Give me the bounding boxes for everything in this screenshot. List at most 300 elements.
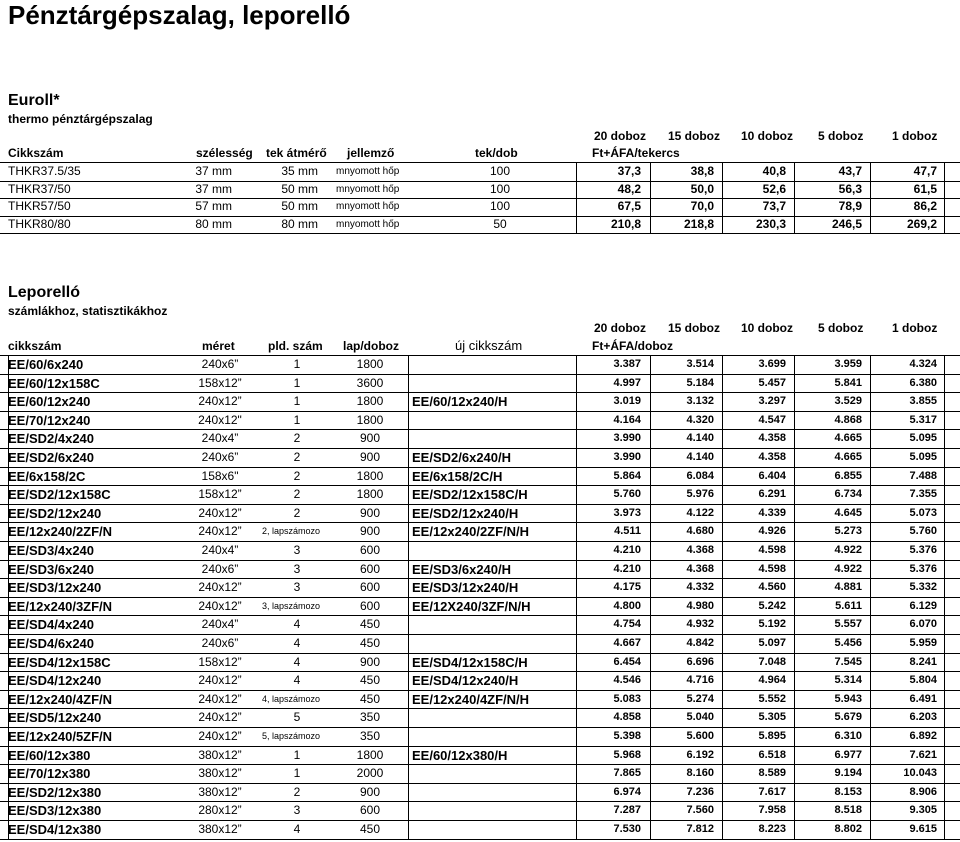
cell-price: 4.881 bbox=[834, 581, 862, 594]
cell-new-code: EE/SD4/12x158C/H bbox=[412, 654, 528, 670]
grid-line bbox=[870, 163, 871, 233]
cell-price: 5.314 bbox=[834, 674, 862, 687]
cell-sheets: 600 bbox=[359, 561, 381, 576]
cell-price: 4.665 bbox=[834, 451, 862, 463]
cell-price: 5.841 bbox=[834, 376, 862, 389]
cell-copies: 4 bbox=[293, 822, 301, 836]
cell-price: 4.339 bbox=[758, 506, 786, 519]
cell-per-box: 100 bbox=[489, 164, 511, 178]
cell-price: 52,6 bbox=[762, 181, 786, 196]
cell-size: 240x12” bbox=[198, 524, 242, 539]
cell-size: 240x12” bbox=[198, 394, 242, 409]
cell-per-box: 100 bbox=[489, 199, 511, 213]
cell-copies: 3 bbox=[293, 543, 301, 557]
cell-width: 80 mm bbox=[195, 216, 232, 231]
cell-price: 4.164 bbox=[613, 413, 641, 426]
grid-line bbox=[722, 163, 723, 233]
cell-price: 4.598 bbox=[758, 562, 786, 575]
cell-price: 7.865 bbox=[613, 767, 641, 780]
cell-price: 3.132 bbox=[686, 395, 714, 408]
table-row bbox=[0, 635, 960, 652]
table-row bbox=[0, 561, 960, 578]
cell-price: 5.959 bbox=[909, 637, 937, 649]
cell-size: 158x6" bbox=[201, 468, 239, 483]
cell-sheets: 1800 bbox=[356, 394, 384, 409]
cell-price: 3.855 bbox=[909, 395, 937, 408]
cell-price: 5.398 bbox=[613, 730, 641, 742]
cell-price: 50,0 bbox=[690, 181, 714, 196]
cell-price: 5.274 bbox=[686, 692, 714, 705]
cell-code: THKR37/50 bbox=[8, 181, 71, 196]
cell-code: EE/SD3/6x240 bbox=[8, 561, 95, 577]
cell-copies: 4, lapszámozo bbox=[262, 693, 321, 704]
cell-copies: 2, lapszámozo bbox=[262, 526, 321, 537]
cell-copies: 5 bbox=[293, 710, 301, 725]
table-row bbox=[0, 579, 960, 596]
cell-code: EE/6x158/2C bbox=[8, 468, 86, 484]
cell-price: 8.223 bbox=[758, 823, 786, 835]
cell-price: 6.404 bbox=[758, 469, 786, 482]
cell-sheets: 3600 bbox=[356, 375, 384, 390]
cell-code: EE/12x240/2ZF/N bbox=[8, 524, 113, 540]
cell-price: 5.376 bbox=[909, 544, 937, 556]
cell-price: 4.140 bbox=[686, 451, 714, 463]
column-header: új cikkszám bbox=[455, 338, 523, 353]
cell-price: 4.926 bbox=[758, 525, 786, 538]
table-row bbox=[0, 449, 960, 466]
table-row bbox=[0, 181, 960, 198]
cell-price: 4.358 bbox=[758, 432, 786, 445]
cell-price: 8.906 bbox=[909, 785, 937, 798]
cell-price: 6.892 bbox=[909, 730, 937, 742]
cell-size: 240x4” bbox=[201, 431, 239, 446]
table-row bbox=[0, 598, 960, 615]
cell-code: EE/SD4/12x380 bbox=[8, 822, 102, 837]
cell-code: EE/60/12x380 bbox=[8, 747, 91, 763]
cell-price: 269,2 bbox=[906, 216, 937, 231]
cell-price: 7.545 bbox=[834, 655, 862, 668]
cell-feature: mnyomott hőp bbox=[336, 218, 400, 230]
euroll-price-header: 5 doboz bbox=[818, 129, 864, 143]
cell-price: 7.560 bbox=[686, 804, 714, 817]
cell-price: 4.320 bbox=[686, 413, 714, 426]
cell-sheets: 1800 bbox=[356, 357, 384, 371]
leporello-price-header: 20 doboz bbox=[594, 321, 647, 335]
cell-code: EE/60/6x240 bbox=[8, 357, 84, 372]
cell-code: EE/60/12x240 bbox=[8, 394, 91, 410]
cell-price: 5.083 bbox=[613, 692, 641, 705]
table-row bbox=[0, 784, 960, 801]
cell-code: EE/SD3/12x240 bbox=[8, 580, 102, 596]
cell-price: 4.964 bbox=[758, 674, 786, 687]
cell-code: EE/SD4/6x240 bbox=[8, 636, 95, 651]
cell-price: 7.488 bbox=[909, 469, 937, 482]
cell-copies: 4 bbox=[293, 636, 301, 650]
cell-size: 240x12” bbox=[198, 673, 242, 688]
cell-size: 240x6” bbox=[201, 450, 239, 464]
cell-diameter: 50 mm bbox=[281, 181, 318, 196]
leporello-price-header: 15 doboz bbox=[668, 321, 721, 335]
cell-price: 3.019 bbox=[613, 395, 641, 408]
table-row bbox=[0, 672, 960, 689]
table-row bbox=[0, 747, 960, 764]
grid-line bbox=[794, 163, 795, 233]
cell-price: 210,8 bbox=[610, 216, 641, 231]
cell-new-code: EE/SD3/6x240/H bbox=[412, 561, 512, 577]
cell-price: 4.842 bbox=[686, 637, 714, 649]
cell-code: EE/SD2/12x380 bbox=[8, 784, 102, 800]
cell-price: 6.491 bbox=[909, 692, 937, 705]
cell-price: 10.043 bbox=[903, 767, 937, 780]
cell-price: 4.800 bbox=[613, 599, 641, 612]
cell-price: 6.291 bbox=[758, 488, 786, 501]
cell-price: 7.287 bbox=[613, 804, 641, 817]
cell-sheets: 450 bbox=[359, 691, 381, 706]
cell-price: 3.990 bbox=[613, 451, 641, 463]
cell-price: 4.667 bbox=[613, 637, 641, 649]
cell-sheets: 900 bbox=[359, 524, 381, 539]
cell-price: 7.958 bbox=[758, 804, 786, 817]
euroll-heading: Euroll* bbox=[8, 92, 60, 109]
grid-line bbox=[944, 356, 945, 840]
cell-price: 4.922 bbox=[834, 544, 862, 556]
cell-diameter: 35 mm bbox=[281, 164, 318, 178]
cell-price: 43,7 bbox=[838, 164, 862, 178]
cell-price: 73,7 bbox=[762, 199, 786, 213]
cell-code: EE/SD4/12x240 bbox=[8, 673, 102, 689]
table-row bbox=[0, 356, 960, 373]
cell-price: 4.645 bbox=[834, 506, 862, 519]
cell-price: 6.192 bbox=[686, 748, 714, 761]
cell-copies: 3 bbox=[293, 803, 301, 818]
cell-sheets: 600 bbox=[359, 543, 381, 557]
cell-price: 6.974 bbox=[613, 785, 641, 798]
cell-price: 6.696 bbox=[686, 655, 714, 668]
cell-copies: 3, lapszámozo bbox=[262, 600, 321, 611]
grid-line bbox=[650, 356, 651, 840]
cell-sheets: 900 bbox=[359, 505, 381, 520]
grid-line bbox=[870, 356, 871, 840]
cell-price: 4.368 bbox=[686, 544, 714, 556]
cell-code: EE/70/12x240 bbox=[8, 412, 91, 428]
cell-new-code: EE/12x240/4ZF/N/H bbox=[412, 691, 530, 707]
cell-code: EE/12x240/4ZF/N bbox=[8, 691, 113, 707]
cell-copies: 3 bbox=[293, 561, 301, 576]
cell-price: 67,5 bbox=[617, 199, 641, 213]
cell-price: 4.980 bbox=[686, 599, 714, 612]
cell-size: 240x12” bbox=[198, 580, 242, 595]
cell-size: 240x12” bbox=[198, 710, 242, 725]
grid-line bbox=[8, 356, 9, 840]
cell-copies: 1 bbox=[293, 412, 301, 427]
cell-per-box: 50 bbox=[493, 216, 507, 231]
cell-code: EE/SD2/12x158C bbox=[8, 487, 111, 503]
cell-price: 6.454 bbox=[613, 655, 641, 668]
cell-price: 3.959 bbox=[834, 358, 862, 370]
cell-copies: 2 bbox=[293, 450, 301, 464]
cell-price: 7.048 bbox=[758, 655, 786, 668]
cell-price: 5.376 bbox=[909, 562, 937, 575]
cell-copies: 1 bbox=[293, 357, 301, 371]
cell-price: 4.140 bbox=[686, 432, 714, 445]
cell-price: 61,5 bbox=[913, 181, 937, 196]
page-title: Pénztárgépszalag, leporelló bbox=[8, 0, 351, 30]
cell-price: 6.977 bbox=[834, 748, 862, 761]
cell-price: 4.716 bbox=[686, 674, 714, 687]
cell-copies: 2 bbox=[293, 505, 301, 520]
cell-sheets: 450 bbox=[359, 617, 381, 632]
cell-price: 3.297 bbox=[758, 395, 786, 408]
cell-sheets: 450 bbox=[359, 673, 381, 688]
cell-new-code: EE/SD4/12x240/H bbox=[412, 673, 519, 689]
cell-new-code: EE/6x158/2C/H bbox=[412, 468, 503, 484]
cell-price: 230,3 bbox=[755, 216, 786, 231]
cell-size: 240x12” bbox=[198, 505, 242, 520]
column-header: szélesség bbox=[196, 146, 253, 160]
table-row bbox=[0, 728, 960, 745]
cell-price: 4.368 bbox=[686, 562, 714, 575]
cell-price: 9.305 bbox=[909, 804, 937, 817]
cell-price: 5.600 bbox=[686, 730, 714, 742]
cell-price: 218,8 bbox=[683, 216, 714, 231]
cell-price: 9.194 bbox=[834, 767, 862, 780]
cell-sheets: 1800 bbox=[356, 747, 384, 762]
cell-copies: 2 bbox=[293, 487, 301, 502]
table-row bbox=[0, 616, 960, 633]
cell-price: 6.380 bbox=[909, 376, 937, 389]
cell-price: 3.699 bbox=[758, 358, 786, 370]
cell-sheets: 900 bbox=[359, 431, 381, 446]
cell-size: 240x12” bbox=[198, 691, 242, 706]
cell-code: THKR57/50 bbox=[8, 199, 71, 213]
cell-price: 4.922 bbox=[834, 562, 862, 575]
cell-price: 4.858 bbox=[613, 711, 641, 724]
table-row bbox=[0, 393, 960, 410]
leporello-price-header: 10 doboz bbox=[741, 321, 794, 335]
column-header: méret bbox=[202, 339, 235, 353]
grid-line bbox=[650, 163, 651, 233]
cell-code: EE/SD3/12x380 bbox=[8, 803, 102, 819]
cell-price: 7.617 bbox=[758, 785, 786, 798]
cell-feature: mnyomott hőp bbox=[336, 183, 400, 195]
table-row bbox=[0, 198, 960, 215]
cell-price: 4.546 bbox=[613, 674, 641, 687]
cell-code: EE/12x240/3ZF/N bbox=[8, 598, 113, 614]
cell-price: 7.621 bbox=[909, 748, 937, 761]
cell-price: 8.518 bbox=[834, 804, 862, 817]
cell-code: EE/SD2/6x240 bbox=[8, 450, 95, 465]
table-row bbox=[0, 468, 960, 485]
table-row bbox=[0, 765, 960, 782]
table-row bbox=[0, 523, 960, 540]
cell-price: 5.097 bbox=[758, 637, 786, 649]
column-header: jellemző bbox=[347, 146, 395, 160]
cell-code: EE/SD5/12x240 bbox=[8, 710, 102, 726]
cell-size: 240x6” bbox=[201, 561, 239, 576]
table-row bbox=[0, 709, 960, 726]
cell-sheets: 2000 bbox=[356, 766, 384, 781]
cell-price: 5.895 bbox=[758, 730, 786, 742]
grid-line bbox=[576, 356, 577, 840]
cell-feature: mnyomott hőp bbox=[336, 166, 400, 177]
cell-price: 7.355 bbox=[909, 488, 937, 501]
cell-new-code: EE/60/12x240/H bbox=[412, 394, 508, 410]
leporello-heading: Leporelló bbox=[8, 284, 81, 301]
cell-size: 380x12” bbox=[198, 747, 242, 762]
divider bbox=[0, 839, 960, 840]
cell-price: 6.734 bbox=[834, 488, 862, 501]
cell-price: 4.210 bbox=[613, 544, 641, 556]
cell-price: 5.040 bbox=[686, 711, 714, 724]
cell-diameter: 50 mm bbox=[281, 199, 318, 213]
cell-size: 380x12” bbox=[198, 822, 242, 836]
grid-line bbox=[722, 356, 723, 840]
cell-new-code: EE/SD3/12x240/H bbox=[412, 580, 519, 596]
cell-price: 56,3 bbox=[838, 181, 862, 196]
cell-size: 240x12" bbox=[198, 412, 242, 427]
cell-sheets: 450 bbox=[359, 636, 381, 650]
cell-new-code: EE/12X240/3ZF/N/H bbox=[412, 598, 531, 614]
cell-code: EE/60/12x158C bbox=[8, 375, 100, 391]
cell-price: 4.511 bbox=[614, 525, 641, 538]
cell-price: 6.203 bbox=[909, 711, 937, 724]
cell-price: 3.990 bbox=[613, 432, 641, 445]
cell-price: 5.273 bbox=[834, 525, 862, 538]
euroll-subheading: thermo pénztárgépszalag bbox=[8, 112, 153, 126]
cell-price: 3.387 bbox=[613, 358, 641, 370]
cell-price: 3.514 bbox=[686, 358, 714, 370]
cell-size: 280x12” bbox=[198, 803, 242, 818]
cell-copies: 3 bbox=[293, 580, 301, 595]
cell-price: 40,8 bbox=[762, 164, 786, 178]
table-row bbox=[0, 542, 960, 559]
euroll-price-header: 1 doboz bbox=[892, 129, 938, 143]
cell-price: 5.864 bbox=[613, 469, 641, 482]
cell-price: 8.241 bbox=[909, 655, 937, 668]
cell-sheets: 900 bbox=[359, 784, 381, 799]
cell-copies: 2 bbox=[293, 468, 301, 483]
cell-price: 5.184 bbox=[686, 376, 714, 389]
cell-price: 5.457 bbox=[758, 376, 786, 389]
cell-sheets: 900 bbox=[359, 450, 381, 464]
column-header: lap/doboz bbox=[343, 339, 399, 353]
cell-price: 8.153 bbox=[834, 785, 862, 798]
cell-size: 240x6” bbox=[201, 357, 239, 371]
cell-price: 5.611 bbox=[835, 599, 862, 612]
cell-code: EE/SD4/4x240 bbox=[8, 617, 95, 633]
cell-price: 4.932 bbox=[686, 618, 714, 631]
cell-price: 48,2 bbox=[617, 181, 641, 196]
cell-price: 246,5 bbox=[831, 216, 862, 231]
cell-sheets: 1800 bbox=[356, 468, 384, 483]
table-row bbox=[0, 216, 960, 233]
grid-line bbox=[794, 356, 795, 840]
cell-price: 5.073 bbox=[909, 506, 937, 519]
cell-price: 4.175 bbox=[613, 581, 641, 594]
cell-diameter: 80 mm bbox=[281, 216, 318, 231]
table-row bbox=[0, 430, 960, 447]
cell-feature: mnyomott hőp bbox=[336, 201, 400, 212]
cell-price: 5.317 bbox=[909, 413, 937, 426]
cell-price: 5.968 bbox=[613, 748, 641, 761]
cell-width: 37 mm bbox=[195, 164, 232, 178]
cell-size: 380x12” bbox=[198, 766, 242, 781]
cell-sheets: 600 bbox=[359, 580, 381, 595]
grid-line bbox=[944, 163, 945, 233]
cell-price: 4.210 bbox=[613, 562, 641, 575]
cell-price: 4.598 bbox=[758, 544, 786, 556]
cell-size: 240x12” bbox=[198, 729, 242, 743]
cell-price: 4.754 bbox=[613, 618, 641, 631]
cell-price: 9.615 bbox=[909, 823, 937, 835]
cell-copies: 4 bbox=[293, 617, 301, 632]
column-header: pld. szám bbox=[268, 339, 323, 353]
cell-code: EE/SD4/12x158C bbox=[8, 654, 111, 670]
cell-price: 5.679 bbox=[834, 711, 862, 724]
cell-price: 4.665 bbox=[834, 432, 862, 445]
divider bbox=[0, 233, 960, 234]
cell-sheets: 600 bbox=[359, 598, 381, 613]
cell-size: 240x12” bbox=[198, 598, 242, 613]
cell-size: 380x12” bbox=[198, 784, 242, 799]
cell-copies: 1 bbox=[293, 394, 301, 409]
cell-copies: 4 bbox=[293, 654, 301, 669]
cell-sheets: 600 bbox=[359, 803, 381, 818]
cell-price: 5.557 bbox=[834, 618, 862, 631]
cell-price: 5.552 bbox=[758, 692, 786, 705]
cell-size: 240x6” bbox=[201, 636, 239, 650]
cell-new-code: EE/12x240/2ZF/N/H bbox=[412, 524, 530, 540]
cell-size: 158x12” bbox=[198, 654, 242, 669]
column-header: Cikkszám bbox=[8, 146, 64, 160]
cell-copies: 4 bbox=[293, 673, 301, 688]
cell-price: 4.122 bbox=[686, 506, 714, 519]
cell-copies: 1 bbox=[293, 375, 301, 390]
cell-price: 4.324 bbox=[909, 358, 937, 370]
cell-price: 8.589 bbox=[758, 767, 786, 780]
cell-price: 4.358 bbox=[758, 451, 786, 463]
cell-price: 4.560 bbox=[758, 581, 786, 594]
cell-copies: 2 bbox=[293, 784, 301, 799]
leporello-subheading: számlákhoz, statisztikákhoz bbox=[8, 304, 168, 318]
cell-code: THKR37.5/35 bbox=[8, 164, 81, 178]
cell-size: 240x4” bbox=[201, 543, 239, 557]
cell-price: 6.129 bbox=[909, 599, 937, 612]
cell-price: 8.160 bbox=[686, 767, 714, 780]
cell-price: 5.192 bbox=[758, 618, 786, 631]
cell-price: 5.943 bbox=[834, 692, 862, 705]
cell-price: 37,3 bbox=[617, 164, 641, 178]
cell-code: EE/70/12x380 bbox=[8, 766, 91, 782]
cell-code: EE/SD3/4x240 bbox=[8, 543, 95, 558]
cell-price: 8.802 bbox=[834, 823, 862, 835]
cell-copies: 1 bbox=[293, 747, 301, 762]
cell-code: EE/12x240/5ZF/N bbox=[8, 729, 113, 744]
cell-new-code: EE/SD2/12x158C/H bbox=[412, 487, 528, 503]
table-row bbox=[0, 802, 960, 819]
cell-price: 5.242 bbox=[758, 599, 786, 612]
cell-price: 86,2 bbox=[913, 199, 937, 213]
column-header: tek átmérő bbox=[266, 146, 327, 160]
cell-size: 158x12” bbox=[198, 375, 242, 390]
cell-price: 4.332 bbox=[686, 581, 714, 594]
cell-price: 7.812 bbox=[686, 823, 714, 835]
cell-price: 4.997 bbox=[613, 376, 641, 389]
cell-price: 70,0 bbox=[690, 199, 714, 213]
cell-price: 4.547 bbox=[758, 413, 786, 426]
cell-price: 7.236 bbox=[686, 785, 714, 798]
cell-price: 3.973 bbox=[613, 506, 641, 519]
